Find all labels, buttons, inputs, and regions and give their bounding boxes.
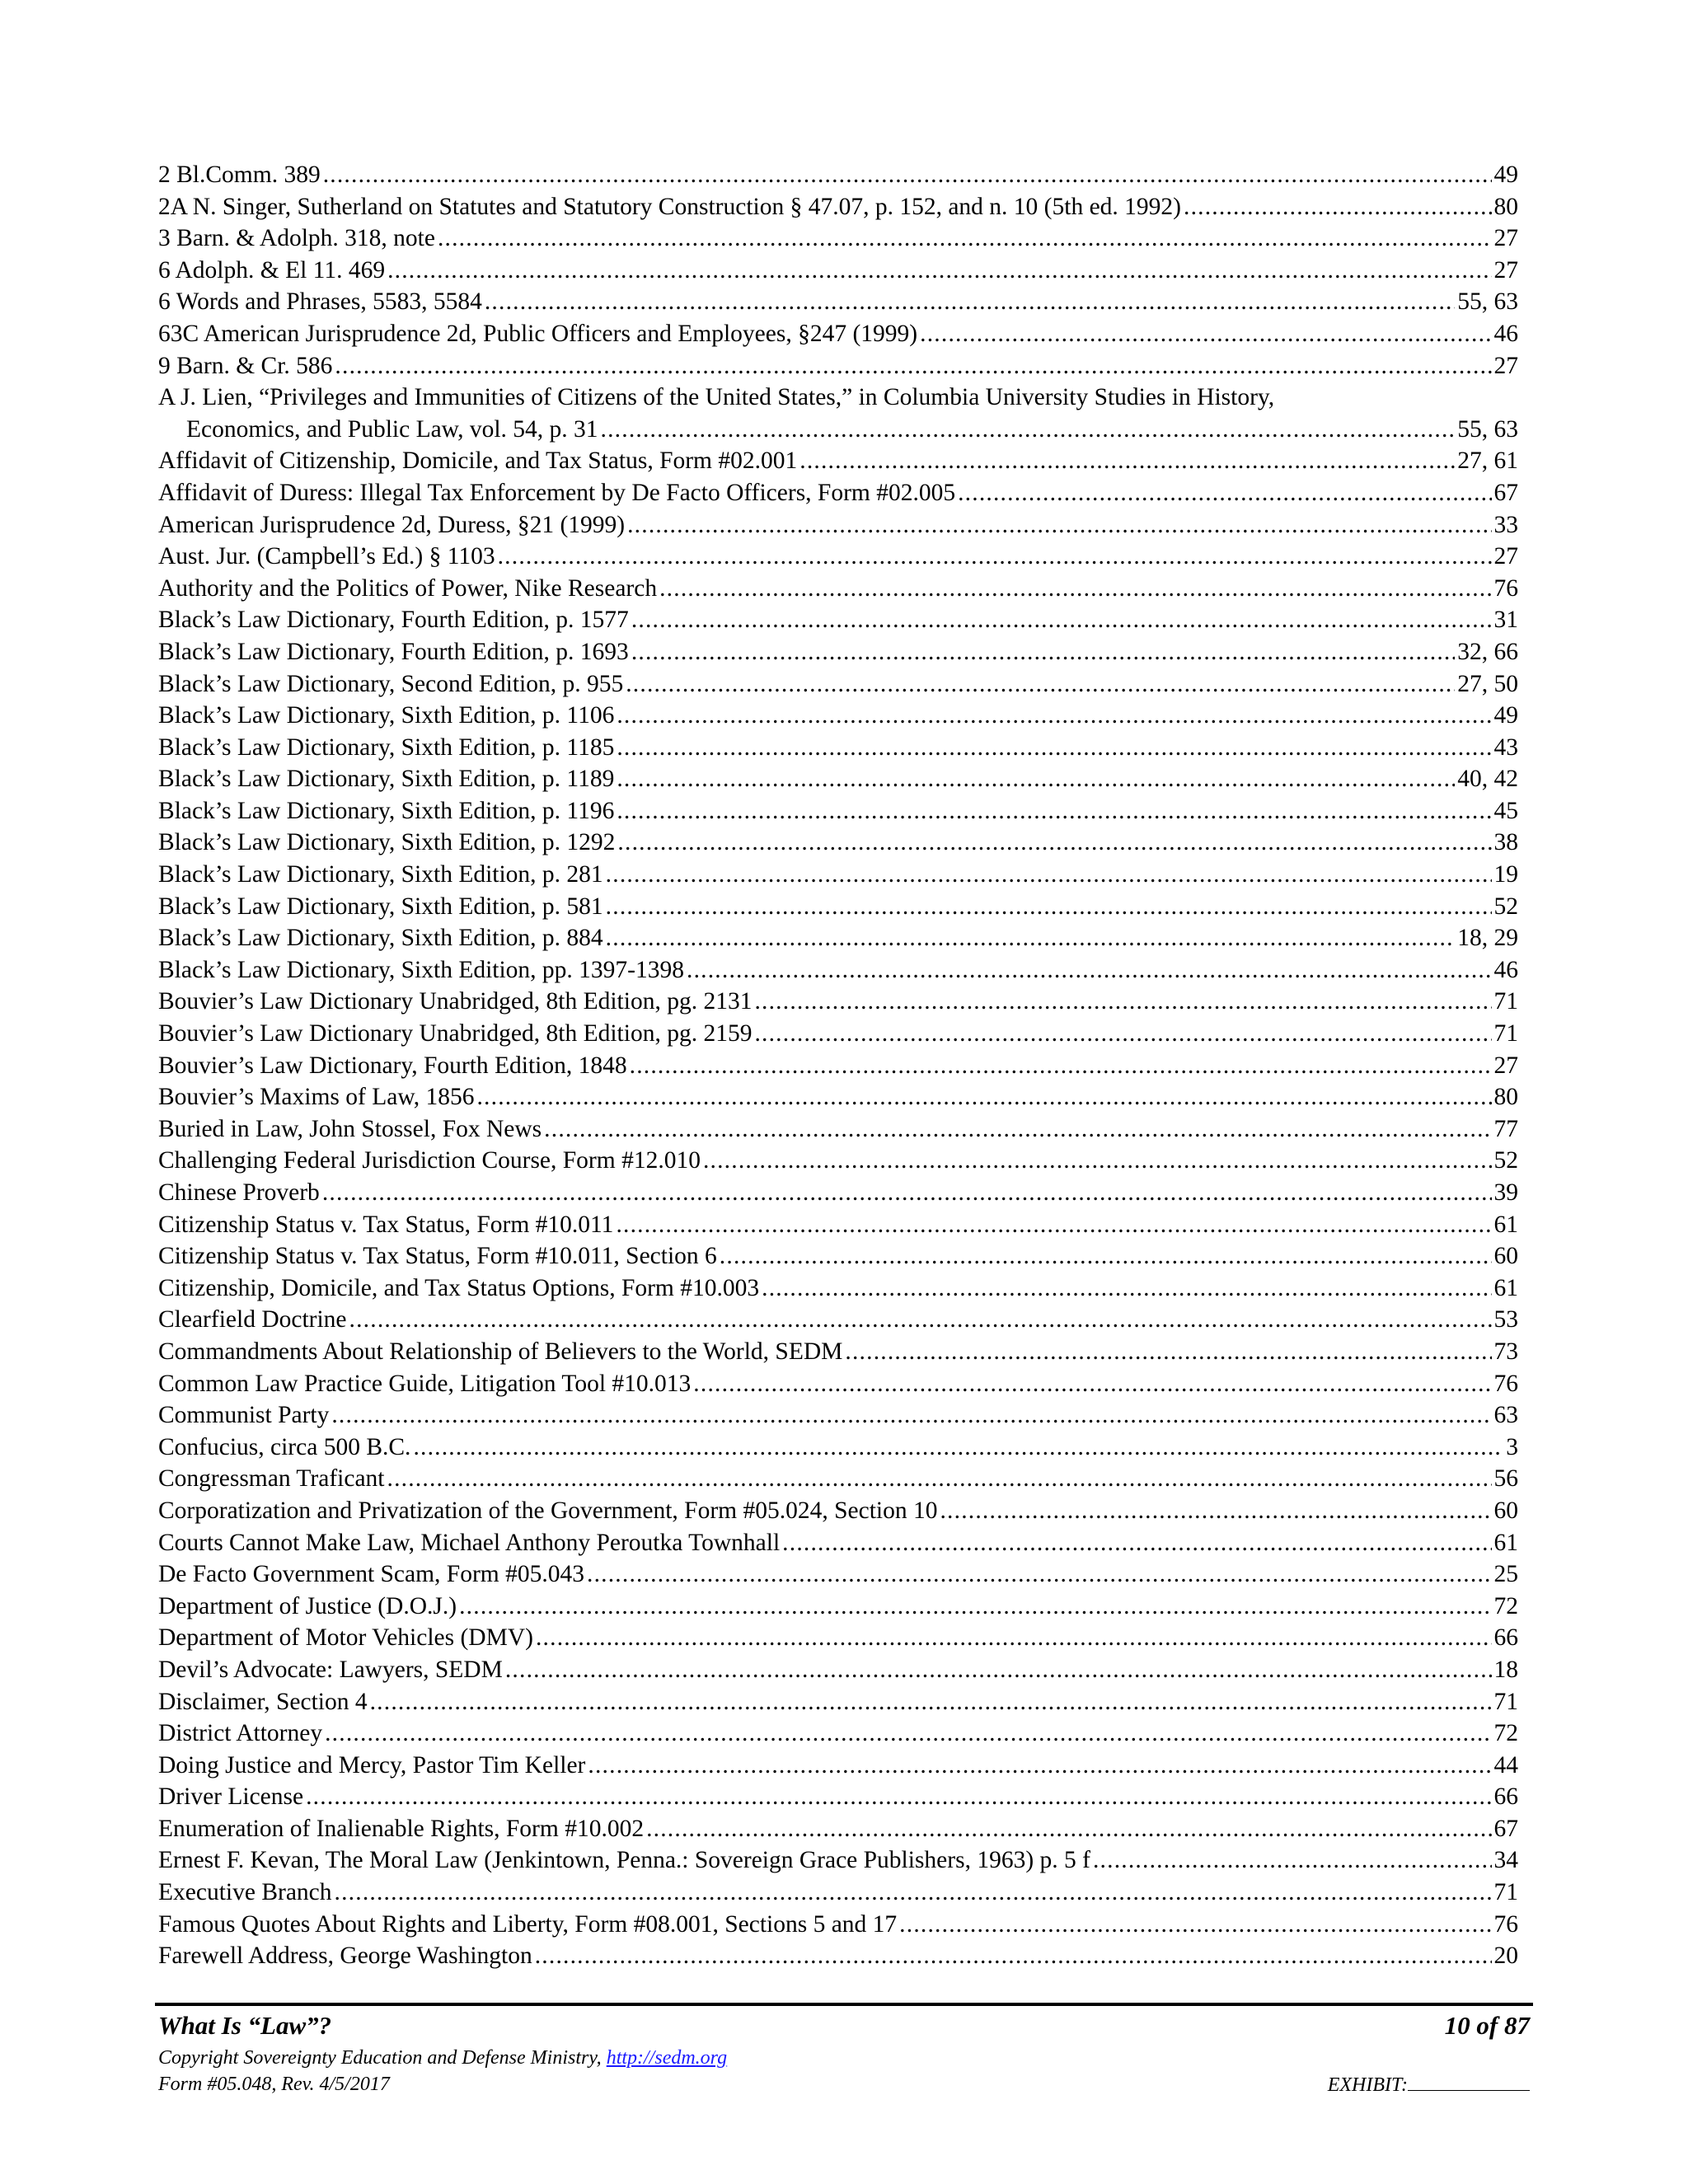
index-entry	[158, 477, 1518, 509]
index-entry-title: Executive Branch	[158, 1879, 332, 1906]
index-entry-pages: 77	[1493, 1115, 1518, 1142]
index-entry-title: Driver License	[158, 1783, 304, 1811]
index-entry-title: 3 Barn. & Adolph. 318, note	[158, 225, 435, 252]
index-entry-pages: 49	[1493, 702, 1518, 729]
index-entry-pages: 27, 50	[1457, 670, 1518, 697]
index-entry-title: Bouvier’s Law Dictionary Unabridged, 8th Edition, pg. 2131	[158, 988, 753, 1015]
index-entry-pages: 38	[1493, 829, 1518, 856]
dot-leader	[306, 1781, 1491, 1813]
index-entry-title: Black’s Law Dictionary, Second Edition, p. 955	[158, 670, 624, 697]
index-entry	[158, 191, 1518, 223]
dot-leader	[703, 1145, 1492, 1177]
index-entry-title: Black’s Law Dictionary, Sixth Edition, p. 1292	[158, 829, 616, 856]
index-entry-pages: 39	[1493, 1179, 1518, 1206]
dot-leader	[387, 255, 1491, 287]
index-entry-pages: 71	[1493, 1688, 1518, 1715]
index-entry	[158, 255, 1518, 287]
index-entry	[158, 1368, 1518, 1400]
dot-leader	[606, 859, 1492, 891]
index-entry-pages: 61	[1493, 1211, 1518, 1238]
index-entry-title: Black’s Law Dictionary, Sixth Edition, p. 1185	[158, 733, 615, 761]
index-entry-pages: 27	[1493, 256, 1518, 284]
index-entry-pages: 60	[1493, 1497, 1518, 1524]
index-entry-pages: 33	[1493, 511, 1518, 538]
index-entry-title: Doing Justice and Mercy, Pastor Tim Keller	[158, 1751, 586, 1779]
index-entry	[158, 922, 1518, 954]
dot-leader	[536, 1622, 1492, 1654]
index-entry-title: 2A N. Singer, Sutherland on Statutes and Statutory Construction § 47.07, p. 152, and n. 10 (5th ed. 1992)	[158, 193, 1181, 220]
index-entry-pages: 46	[1493, 320, 1518, 347]
index-entry-pages: 31	[1493, 607, 1518, 634]
index-entry	[158, 1177, 1518, 1209]
dot-leader	[544, 1113, 1491, 1146]
index-entry-pages: 56	[1493, 1465, 1518, 1493]
index-entry	[158, 509, 1518, 541]
index-entry	[158, 382, 1518, 445]
dot-leader	[413, 1432, 1503, 1464]
index-entry-pages: 76	[1493, 1370, 1518, 1397]
footer-page-number: 10 of 87	[1444, 2011, 1530, 2040]
index-entry-pages: 3	[1506, 1433, 1518, 1460]
index-entry	[158, 1686, 1518, 1718]
index-entry-pages: 80	[1493, 193, 1518, 220]
index-entry	[158, 1558, 1518, 1591]
index-entry	[158, 700, 1518, 732]
index-entry	[158, 1591, 1518, 1623]
index-entry	[158, 1813, 1518, 1845]
index-entry-pages: 18, 29	[1457, 925, 1518, 952]
dot-leader	[617, 700, 1491, 732]
index-entry	[158, 1432, 1518, 1464]
index-entry-title: Buried in Law, John Stossel, Fox News	[158, 1115, 542, 1142]
sedm-website-link[interactable]: http://sedm.org	[606, 2047, 728, 2069]
dot-leader	[631, 604, 1492, 636]
index-entry-pages: 45	[1493, 797, 1518, 824]
index-entry	[158, 1781, 1518, 1813]
index-entry-pages: 52	[1493, 1147, 1518, 1174]
index-entry-pages: 20	[1493, 1943, 1518, 1970]
index-entry	[158, 541, 1518, 573]
dot-leader	[631, 636, 1455, 668]
index-entry-pages: 76	[1493, 1910, 1518, 1938]
index-entry-title: American Jurisprudence 2d, Duress, §21 (1999)	[158, 511, 626, 538]
index-entry	[158, 732, 1518, 764]
dot-leader	[331, 1399, 1491, 1432]
footer-divider	[155, 2003, 1533, 2006]
index-entry-title: Black’s Law Dictionary, Sixth Edition, p. 281	[158, 861, 603, 888]
dot-leader	[505, 1654, 1492, 1686]
index-entry	[158, 763, 1518, 795]
index-entry-pages: 53	[1493, 1306, 1518, 1333]
index-entry-pages: 34	[1493, 1847, 1518, 1874]
index-entry-title: Citizenship Status v. Tax Status, Form #10.011, Section 6	[158, 1243, 717, 1270]
index-entry-title: Corporatization and Privatization of the Government, Form #05.024, Section 10	[158, 1497, 938, 1524]
index-entry-title: 9 Barn. & Cr. 586	[158, 352, 333, 379]
dot-leader	[899, 1909, 1491, 1941]
index-entry-pages: 19	[1493, 861, 1518, 888]
index-entry	[158, 795, 1518, 827]
index-entry-pages: 71	[1493, 988, 1518, 1015]
index-entry-title: 2 Bl.Comm. 389	[158, 162, 321, 188]
index-entry	[158, 1018, 1518, 1050]
index-entry	[158, 1877, 1518, 1909]
index-entry-pages: 25	[1493, 1561, 1518, 1588]
dot-leader	[687, 954, 1492, 987]
index-entry	[158, 1304, 1518, 1336]
index-entry-title: Bouvier’s Maxims of Law, 1856	[158, 1084, 475, 1111]
dot-leader	[335, 1877, 1492, 1909]
index-entry-pages: 27	[1493, 543, 1518, 570]
index-entry-title: Bouvier’s Law Dictionary, Fourth Edition, 1848	[158, 1052, 627, 1079]
dot-leader	[606, 922, 1456, 954]
index-entry-title: Citizenship Status v. Tax Status, Form #10.011	[158, 1211, 614, 1238]
index-entry-pages: 60	[1493, 1243, 1518, 1270]
index-entry-pages: 67	[1493, 479, 1518, 506]
index-entry-pages: 61	[1493, 1274, 1518, 1301]
dot-leader	[617, 795, 1491, 827]
index-entry-continuation-row	[158, 414, 1518, 446]
index-entry	[158, 286, 1518, 318]
index-entry	[158, 1622, 1518, 1654]
dot-leader	[485, 286, 1455, 318]
index-entry-title: Farewell Address, George Washington	[158, 1943, 532, 1970]
index-entry	[158, 1145, 1518, 1177]
index-entry-title-continuation: Economics, and Public Law, vol. 54, p. 31	[186, 415, 598, 443]
index-entry-title: Disclaimer, Section 4	[158, 1688, 368, 1715]
index-entry-title: Affidavit of Citizenship, Domicile, and Tax Status, Form #02.001	[158, 448, 798, 475]
index-entry	[158, 668, 1518, 701]
index-entry	[158, 1718, 1518, 1750]
index-entry-title: Common Law Practice Guide, Litigation Tool #10.013	[158, 1370, 692, 1397]
dot-leader	[587, 1558, 1492, 1591]
exhibit-blank-line	[1408, 2074, 1530, 2091]
index-entry-title: Black’s Law Dictionary, Sixth Edition, p. 1196	[158, 797, 615, 824]
index-entry	[158, 986, 1518, 1018]
dot-leader	[626, 668, 1455, 701]
index-entry-pages: 72	[1493, 1720, 1518, 1747]
index-entry-pages: 43	[1493, 733, 1518, 761]
index-entry	[158, 1654, 1518, 1686]
index-entry-title: Black’s Law Dictionary, Sixth Edition, p. 581	[158, 893, 603, 920]
footer-copyright-text: Copyright Sovereignty Education and Defense Ministry,	[158, 2047, 607, 2069]
dot-leader	[349, 1304, 1492, 1336]
index-entry	[158, 1113, 1518, 1146]
index-entry	[158, 223, 1518, 255]
index-entry-pages: 71	[1493, 1879, 1518, 1906]
index-entry	[158, 1940, 1518, 1972]
dot-leader	[720, 1240, 1492, 1272]
index-entry-title: Aust. Jur. (Campbell’s Ed.) § 1103	[158, 543, 495, 570]
index-entry-title: Black’s Law Dictionary, Fourth Edition, p. 1693	[158, 638, 629, 665]
index-entry-pages: 18	[1493, 1656, 1518, 1683]
index-entry-title: Congressman Traficant	[158, 1465, 385, 1493]
dot-leader	[799, 445, 1455, 477]
index-entry	[158, 1463, 1518, 1495]
dot-leader	[627, 509, 1491, 541]
index-entry	[158, 573, 1518, 605]
dot-leader	[1093, 1844, 1492, 1877]
dot-leader	[616, 1209, 1491, 1241]
index-entry-title: Enumeration of Inalienable Rights, Form #10.002	[158, 1815, 645, 1842]
dot-leader	[498, 541, 1492, 573]
index-entry-pages: 40, 42	[1457, 766, 1518, 793]
footer-copyright	[158, 2047, 727, 2069]
dot-leader	[940, 1495, 1491, 1527]
index-entry-title: Ernest F. Kevan, The Moral Law (Jenkintown, Penna.: Sovereign Grace Publishers, 1963) p. 5 f	[158, 1847, 1090, 1874]
index-entry-title: Black’s Law Dictionary, Sixth Edition, p. 884	[158, 925, 603, 952]
dot-leader	[1184, 191, 1492, 223]
dot-leader	[630, 1050, 1492, 1082]
index-entry-title: Citizenship, Domicile, and Tax Status Options, Form #10.003	[158, 1274, 760, 1301]
dot-leader	[754, 1018, 1491, 1050]
dot-leader	[438, 223, 1492, 255]
index-entry-title: De Facto Government Scam, Form #05.043	[158, 1561, 584, 1588]
index-entry-pages: 55, 63	[1457, 288, 1518, 316]
index-entry	[158, 1336, 1518, 1368]
index-entry	[158, 1081, 1518, 1113]
dot-leader	[958, 477, 1491, 509]
index-entry-title: Department of Motor Vehicles (DMV)	[158, 1624, 533, 1652]
index-entry-title: Authority and the Politics of Power, Nike Research	[158, 574, 658, 602]
dot-leader	[325, 1718, 1491, 1750]
index-entry	[158, 891, 1518, 923]
dot-leader	[601, 414, 1456, 446]
index-entry-pages: 66	[1493, 1624, 1518, 1652]
index-entry-pages: 44	[1493, 1751, 1518, 1779]
index-entry-pages: 55, 63	[1457, 415, 1518, 443]
index-entry	[158, 350, 1518, 382]
dot-leader	[646, 1813, 1491, 1845]
index-entry	[158, 445, 1518, 477]
dot-leader	[387, 1463, 1492, 1495]
index-entry	[158, 159, 1518, 191]
dot-leader	[535, 1940, 1492, 1972]
index-entry-title: Black’s Law Dictionary, Sixth Edition, p. 1189	[158, 766, 615, 793]
index-entry-pages: 72	[1493, 1592, 1518, 1619]
index-entry-pages: 66	[1493, 1783, 1518, 1811]
index-entry-title: Devil’s Advocate: Lawyers, SEDM	[158, 1656, 503, 1683]
dot-leader	[476, 1081, 1491, 1113]
index-entry	[158, 1050, 1518, 1082]
dot-leader	[617, 827, 1491, 859]
dot-leader	[693, 1368, 1491, 1400]
dot-leader	[606, 891, 1492, 923]
index-entry	[158, 1240, 1518, 1272]
dot-leader	[588, 1750, 1491, 1782]
index-entry	[158, 1209, 1518, 1241]
index-entry-pages: 52	[1493, 893, 1518, 920]
index-entry-pages: 49	[1493, 162, 1518, 188]
index-entry-pages: 46	[1493, 956, 1518, 983]
footer-document-title: What Is “Law”?	[158, 2011, 332, 2040]
dot-leader	[782, 1527, 1491, 1559]
index-entry-title: 6 Words and Phrases, 5583, 5584	[158, 288, 482, 316]
index-entry-pages: 73	[1493, 1338, 1518, 1365]
index-entry-title: Communist Party	[158, 1402, 330, 1429]
dot-leader	[762, 1272, 1491, 1305]
authorities-index-list	[158, 159, 1518, 1972]
index-entry-pages: 63	[1493, 1402, 1518, 1429]
index-entry-title: Black’s Law Dictionary, Fourth Edition, p. 1577	[158, 607, 629, 634]
index-entry-title: District Attorney	[158, 1720, 323, 1747]
index-entry-title: Clearfield Doctrine	[158, 1306, 347, 1333]
index-entry	[158, 636, 1518, 668]
dot-leader	[322, 1177, 1492, 1209]
exhibit-label: EXHIBIT:	[1327, 2074, 1408, 2096]
index-entry-title: 63C American Jurisprudence 2d, Public Officers and Employees, §247 (1999)	[158, 320, 918, 347]
index-entry-pages: 80	[1493, 1084, 1518, 1111]
index-entry-title: Courts Cannot Make Law, Michael Anthony Peroutka Townhall	[158, 1529, 781, 1556]
index-entry-title: Black’s Law Dictionary, Sixth Edition, pp. 1397-1398	[158, 956, 684, 983]
index-entry-title: Challenging Federal Jurisdiction Course, Form #12.010	[158, 1147, 701, 1174]
index-entry	[158, 1527, 1518, 1559]
index-entry	[158, 604, 1518, 636]
index-entry-pages: 71	[1493, 1020, 1518, 1047]
index-entry	[158, 318, 1518, 350]
index-entry-pages: 61	[1493, 1529, 1518, 1556]
index-entry-pages: 67	[1493, 1815, 1518, 1842]
index-entry-pages: 27	[1493, 225, 1518, 252]
index-entry	[158, 1399, 1518, 1432]
index-entry	[158, 1495, 1518, 1527]
index-entry-title: A J. Lien, “Privileges and Immunities of Citizens of the United States,” in Columbia University Studies in History,	[158, 384, 1275, 411]
index-entry	[158, 1844, 1518, 1877]
index-entry-pages: 27, 61	[1457, 448, 1518, 475]
index-entry-pages: 32, 66	[1457, 638, 1518, 665]
index-entry-title: Chinese Proverb	[158, 1179, 320, 1206]
index-entry-title: Black’s Law Dictionary, Sixth Edition, p. 1106	[158, 702, 615, 729]
index-entry-pages: 27	[1493, 1052, 1518, 1079]
footer-exhibit	[1328, 2074, 1530, 2097]
footer-form-revision: Form #05.048, Rev. 4/5/2017	[158, 2074, 390, 2095]
index-entry	[158, 1272, 1518, 1305]
dot-leader	[754, 986, 1491, 1018]
dot-leader	[370, 1686, 1492, 1718]
index-entry	[158, 1909, 1518, 1941]
dot-leader	[323, 159, 1492, 191]
index-entry	[158, 954, 1518, 987]
dot-leader	[617, 763, 1455, 795]
dot-leader	[459, 1591, 1491, 1623]
index-entry-pages: 76	[1493, 574, 1518, 602]
index-entry	[158, 859, 1518, 891]
dot-leader	[845, 1336, 1491, 1368]
dot-leader	[335, 350, 1491, 382]
dot-leader	[659, 573, 1491, 605]
index-entry-pages: 27	[1493, 352, 1518, 379]
index-entry-title: Affidavit of Duress: Illegal Tax Enforcement by De Facto Officers, Form #02.005	[158, 479, 956, 506]
index-entry	[158, 1750, 1518, 1782]
index-entry-title: Commandments About Relationship of Believers to the World, SEDM	[158, 1338, 843, 1365]
index-entry	[158, 827, 1518, 859]
index-entry-title: Confucius, circa 500 B.C.	[158, 1433, 411, 1460]
index-entry-title: Department of Justice (D.O.J.)	[158, 1592, 457, 1619]
dot-leader	[920, 318, 1491, 350]
dot-leader	[617, 732, 1491, 764]
index-entry-title: Bouvier’s Law Dictionary Unabridged, 8th Edition, pg. 2159	[158, 1020, 753, 1047]
index-entry-title: Famous Quotes About Rights and Liberty, Form #08.001, Sections 5 and 17	[158, 1910, 898, 1938]
index-entry-title: 6 Adolph. & El 11. 469	[158, 256, 386, 284]
